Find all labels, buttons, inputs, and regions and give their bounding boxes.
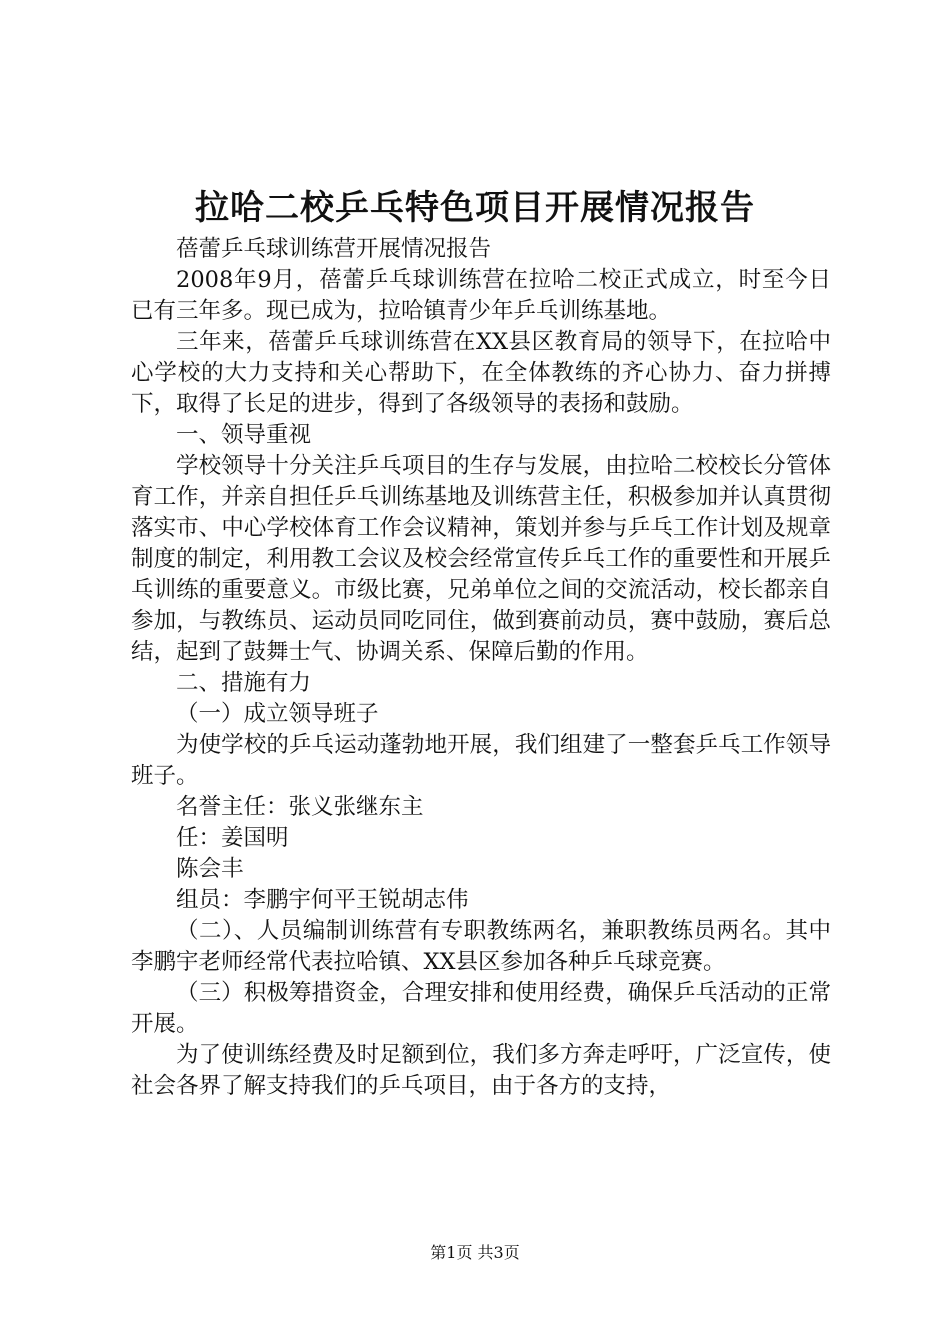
paragraph-founding: 2008年9月，蓓蕾乒乓球训练营在拉哈二校正式成立，时至今日已有三年多。现已成为，拉哈镇青少年乒乓训练基地。 (131, 267, 831, 324)
paragraph-team: 为使学校的乒乓运动蓬勃地开展，我们组建了一整套乒乓工作领导班子。 (131, 732, 831, 789)
paragraph-three-years: 三年来，蓓蕾乒乓球训练营在XX县区教育局的领导下，在拉哈中心学校的大力支持和关心帮助下，在全体教练的齐心协力、奋力拼搏下，取得了长足的进步，得到了各级领导的表扬和鼓励。 (131, 329, 831, 417)
subsection-heading-team: （一）成立领导班子 (176, 701, 379, 727)
paragraph-member-name: 陈会丰 (176, 856, 244, 882)
paragraph-funding: 为了使训练经费及时足额到位，我们多方奔走呼吁，广泛宣传，使社会各界了解支持我们的乒乓项目，由于各方的支持， (131, 1042, 831, 1099)
section-heading-measures: 二、措施有力 (176, 670, 312, 696)
paragraph-director: 任：姜国明 (176, 825, 289, 851)
paragraph-honorary-director: 名誉主任：张义张继东主 (176, 794, 424, 820)
page-footer: 第1页 共3页 (430, 1243, 520, 1262)
paragraph-funding-heading: （三）积极筹措资金，合理安排和使用经费，确保乒乓活动的正常开展。 (131, 980, 831, 1037)
paragraph-staffing: （二）、人员编制训练营有专职教练两名，兼职教练员两名。其中李鹏宇老师经常代表拉哈镇、XX县区参加各种乒乓球竞赛。 (131, 918, 831, 975)
paragraph-subtitle: 蓓蕾乒乓球训练营开展情况报告 (176, 236, 492, 262)
document-title: 拉哈二校乒乓特色项目开展情况报告 (195, 188, 755, 228)
paragraph-members: 组员：李鹏宇何平王锐胡志伟 (176, 887, 469, 913)
section-heading-leadership: 一、领导重视 (176, 422, 312, 448)
paragraph-leadership: 学校领导十分关注乒乓项目的生存与发展，由拉哈二校校长分管体育工作，并亲自担任乒乓训练基地及训练营主任，积极参加并认真贯彻落实市、中心学校体育工作会议精神，策划并参与乒乓工作计划及规章制度的制定，利用教工会议及校会经常宣传乒乓工作的重要性和开展乒乓训练的重要意义。市级比赛，兄弟单位之间的交流活动，校长都亲自参加，与教练员、运动员同吃同住，做到赛前动员，赛中鼓励，赛后总结，起到了鼓舞士气、协调关系、保障后勤的作用。 (131, 453, 831, 665)
document-body (131, 234, 831, 1102)
